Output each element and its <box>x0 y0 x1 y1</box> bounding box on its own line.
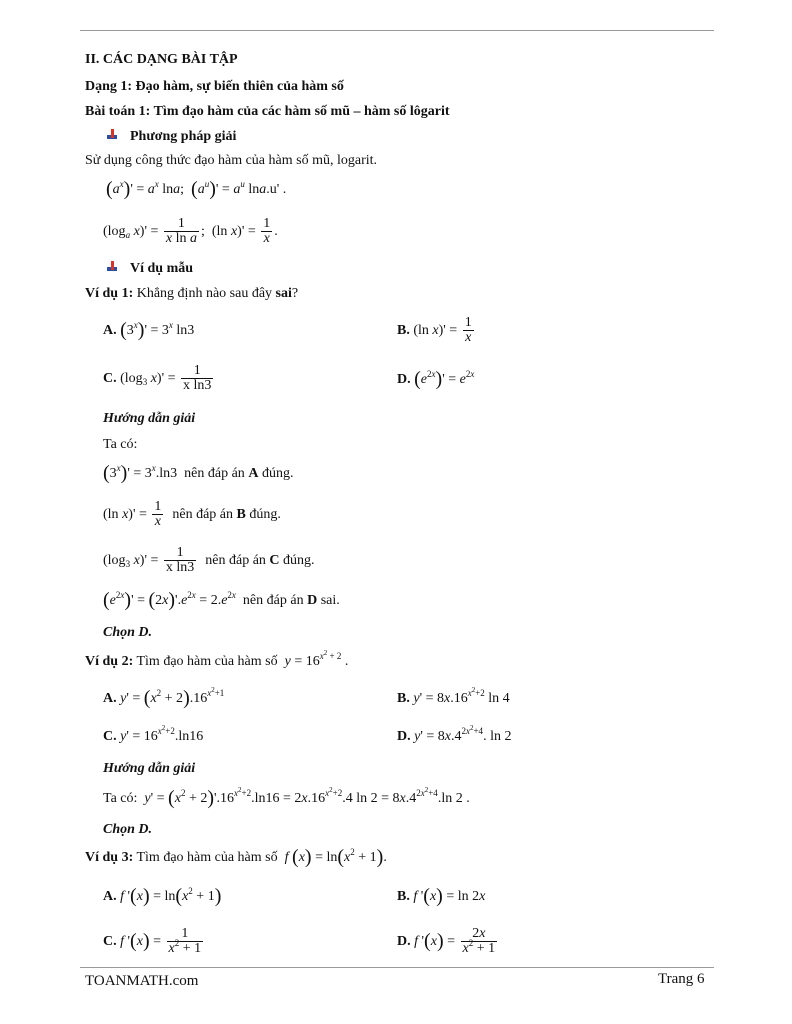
footer-rule <box>80 967 714 968</box>
example1-option-a: A. $(3^x)' = 3^x$ ln3 <box>103 319 195 341</box>
pencil-bullet-icon <box>106 261 118 273</box>
footer-page-number: Trang 6 <box>658 971 705 987</box>
formula-exponential: $(a^x)' = a^x$ lna; $(a^u)' = a^u$ lna.u' . <box>106 178 287 200</box>
example1-solution-b: (ln x)' = $\frac{1}{x}$ nên đáp án B đúng. <box>103 499 281 530</box>
example2-question: Ví dụ 2: Tìm đạo hàm của hàm số $y = 16^{x^2 + 2}$ . <box>85 649 349 669</box>
example1-solution-d: $(e^{2x})' = (2x)'.e^{2x} = 2.e^{2x}$ nên đáp án D sai. <box>103 589 340 611</box>
example1-option-b: B. (ln x)' = $\frac{1}{x}$ <box>397 315 472 346</box>
example1-question: Ví dụ 1: Khẳng định nào sau đây sai? <box>85 286 299 301</box>
pencil-bullet-icon <box>106 129 118 141</box>
vi-du-mau-heading: Ví dụ mẫu <box>106 259 193 279</box>
example2-guide-title: Hướng dẫn giải <box>103 761 196 776</box>
example3-option-a: A. f '$(x) = \ln(x^2 + 1)$ <box>103 885 222 907</box>
example3-option-c: C. f '(x) = $\frac{1}{x^2 + 1}$ <box>103 926 202 957</box>
example1-option-c: C. ($\log_3$ x)' = $\frac{1}{\text{x ln3}}$ <box>103 363 212 394</box>
example2-option-b: B. $y' = 8x.16^{x^2+2}$ ln 4 <box>397 686 510 706</box>
formula-logarithm: ($\log_a$ x)' = $\frac{1}{\text{x ln a}}$ ; (ln x)' = $\frac{1}{x}$ . <box>103 216 278 247</box>
example3-option-d: D. f '(x) = $\frac{2x}{x^2 + 1}$ <box>397 926 496 957</box>
example2-option-c: C. $y' = 16^{x^2+2}.\ln 16$ <box>103 724 204 744</box>
example1-guide-title: Hướng dẫn giải <box>103 411 196 426</box>
example3-question: Ví dụ 3: Tìm đạo hàm của hàm số f $(x) = \ln(x^2 + 1)$. <box>85 846 387 868</box>
phuong-phap-heading: Phương pháp giải <box>106 127 236 147</box>
dang-title: Dạng 1: Đạo hàm, sự biến thiên của hàm số <box>85 79 344 94</box>
section-title: II. CÁC DẠNG BÀI TẬP <box>85 52 238 67</box>
example2-choose: Chọn D. <box>103 822 153 837</box>
example1-choose: Chọn D. <box>103 625 153 640</box>
example1-ta-co: Ta có: <box>103 437 138 452</box>
example1-option-d: D. $(e^{2x})' = e^{2x}$ <box>397 368 475 390</box>
example1-solution-a: $(3^x)' = 3^x.\ln 3$ nên đáp án A đúng. <box>103 462 294 484</box>
example3-option-b: B. f '(x) = ln 2x <box>397 885 486 907</box>
example2-option-a: A. $y' = (x^2 + 2).16^{x^2+1}$ <box>103 686 225 709</box>
header-rule <box>80 30 714 31</box>
example1-solution-c: ($\log_3$ x)' = $\frac{1}{\text{x ln3}}$ nên đáp án C đúng. <box>103 545 315 576</box>
footer-site: TOANMATH.com <box>85 973 199 989</box>
example2-option-d: D. $y' = 8x.4^{2x^2+4}$. ln 2 <box>397 724 512 744</box>
example2-solution: Ta có: $y' = (x^2 + 2)'.16^{x^2+2}.\ln 16 = 2x.16^{x^2+2}.4$ $\ln 2 = 8x.4^{2x^2+4}.\ln$ 2 . <box>103 786 470 809</box>
phuong-phap-intro: Sử dụng công thức đạo hàm của hàm số mũ, logarit. <box>85 153 378 168</box>
bai-toan-title: Bài toán 1: Tìm đạo hàm của các hàm số mũ – hàm số lôgarit <box>85 104 450 119</box>
